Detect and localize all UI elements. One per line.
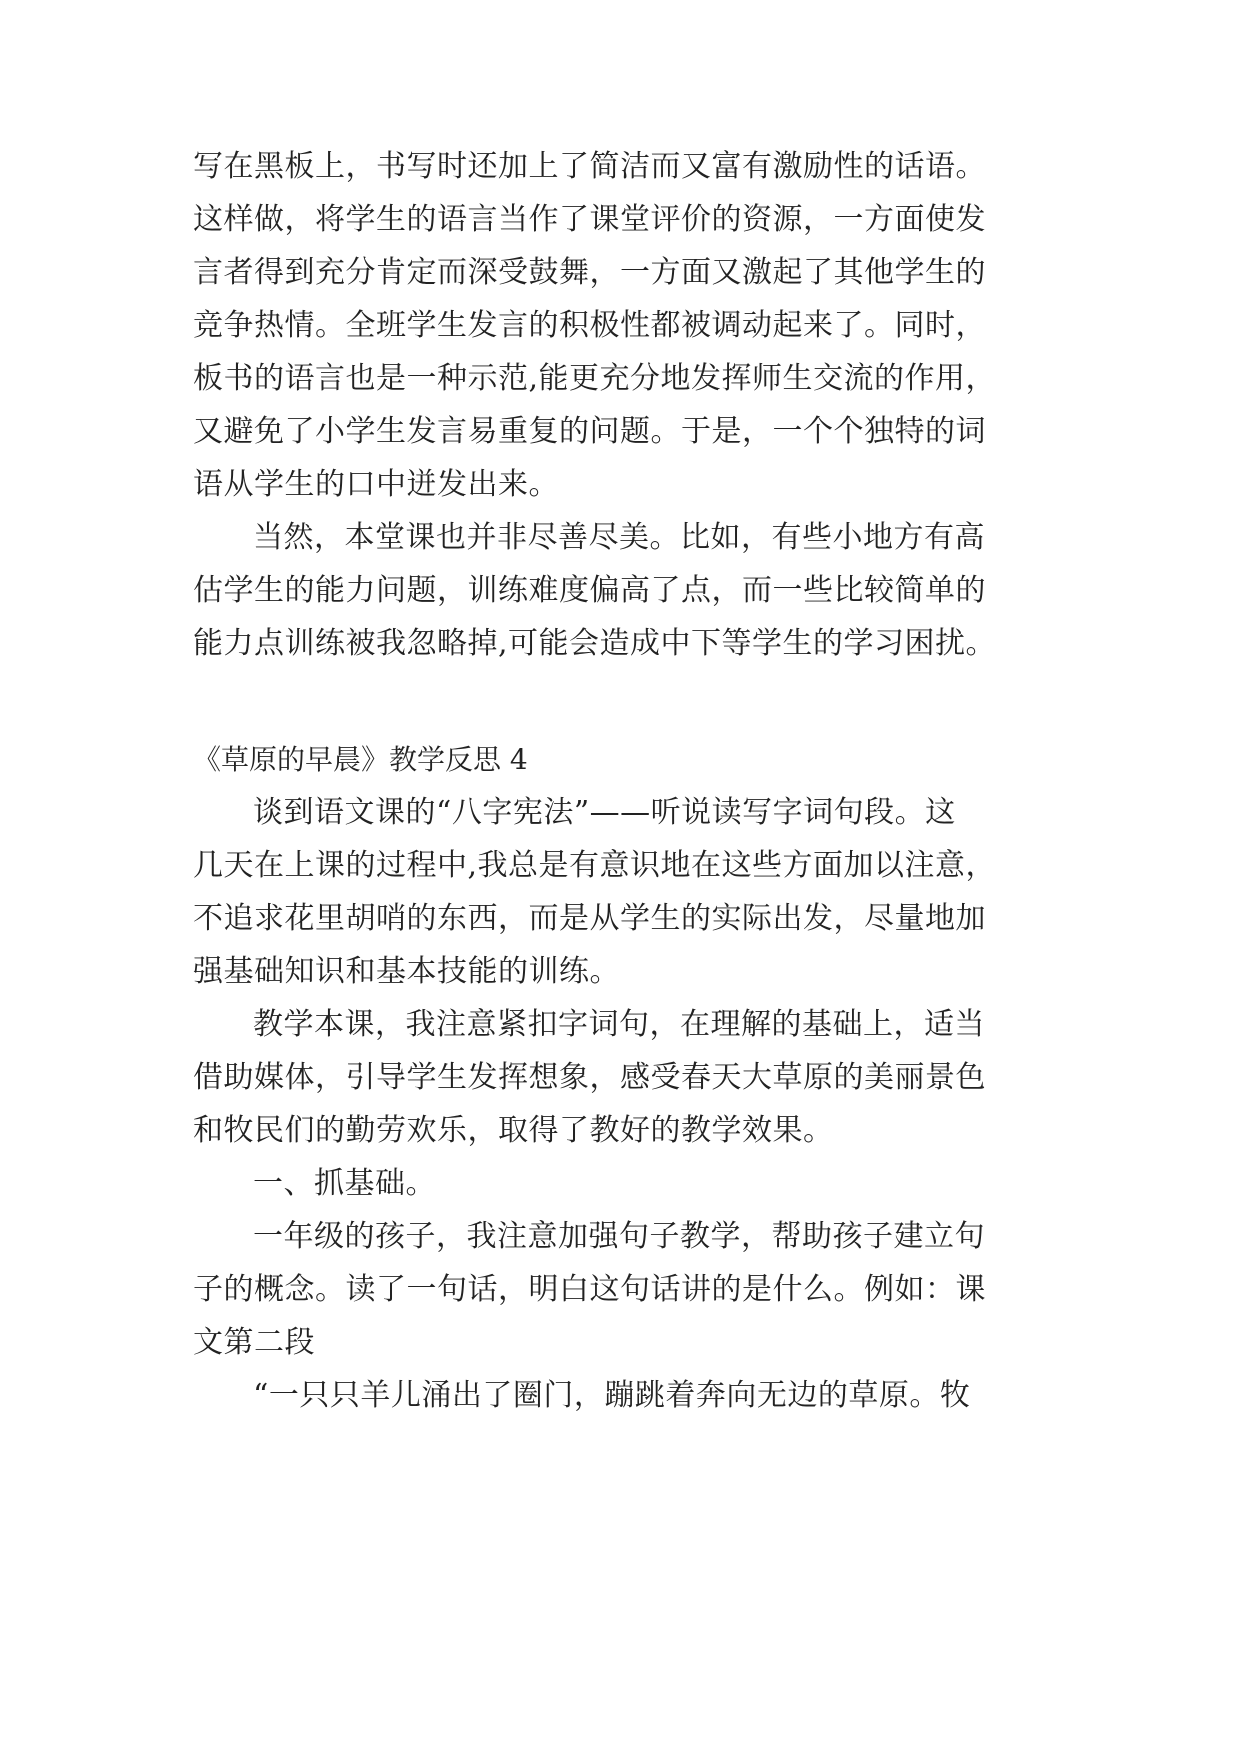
text-line: 文第二段 — [193, 1325, 315, 1360]
text-line: 估学生的能力问题，训练难度偏高了点，而一些比较简单的 — [193, 573, 986, 608]
text-line: 子的概念。读了一句话，明白这句话讲的是什么。例如：课 — [193, 1272, 986, 1307]
paragraph-first-line: 一年级的孩子，我注意加强句子教学，帮助孩子建立句 — [253, 1219, 985, 1254]
text-line: 几天在上课的过程中,我总是有意识地在这些方面加以注意， — [193, 848, 997, 883]
text-line: 能力点训练被我忽略掉,可能会造成中下等学生的学习困扰。 — [193, 626, 997, 661]
text-line: 竞争热情。全班学生发言的积极性都被调动起来了。同时， — [193, 308, 986, 343]
subheading: 一、抓基础。 — [253, 1166, 436, 1201]
text-line: 不追求花里胡哨的东西，而是从学生的实际出发，尽量地加 — [193, 901, 986, 936]
section-heading: 《草原的早晨》教学反思 4 — [193, 743, 528, 776]
text-line: 强基础知识和基本技能的训练。 — [193, 954, 620, 989]
paragraph-first-line: 教学本课，我注意紧扣字词句，在理解的基础上，适当 — [253, 1007, 985, 1042]
text-line: 这样做，将学生的语言当作了课堂评价的资源，一方面使发 — [193, 202, 986, 237]
text-line: 言者得到充分肯定而深受鼓舞，一方面又激起了其他学生的 — [193, 255, 986, 290]
paragraph-first-line: 当然，本堂课也并非尽善尽美。比如，有些小地方有高 — [253, 520, 985, 555]
text-line: 语从学生的口中迸发出来。 — [193, 467, 559, 502]
text-line: 借助媒体，引导学生发挥想象，感受春天大草原的美丽景色 — [193, 1060, 986, 1095]
text-line: 和牧民们的勤劳欢乐，取得了教好的教学效果。 — [193, 1113, 834, 1148]
paragraph-first-line: 谈到语文课的“八字宪法”——听说读写字词句段。这 — [253, 795, 956, 830]
text-line: 板书的语言也是一种示范,能更充分地发挥师生交流的作用， — [193, 361, 997, 396]
text-line: 又避免了小学生发言易重复的问题。于是，一个个独特的词 — [193, 414, 986, 449]
text-line: 写在黑板上，书写时还加上了简洁而又富有激励性的话语。 — [193, 149, 986, 184]
quote-line: “一只只羊儿涌出了圈门，蹦跳着奔向无边的草原。牧 — [253, 1378, 971, 1413]
